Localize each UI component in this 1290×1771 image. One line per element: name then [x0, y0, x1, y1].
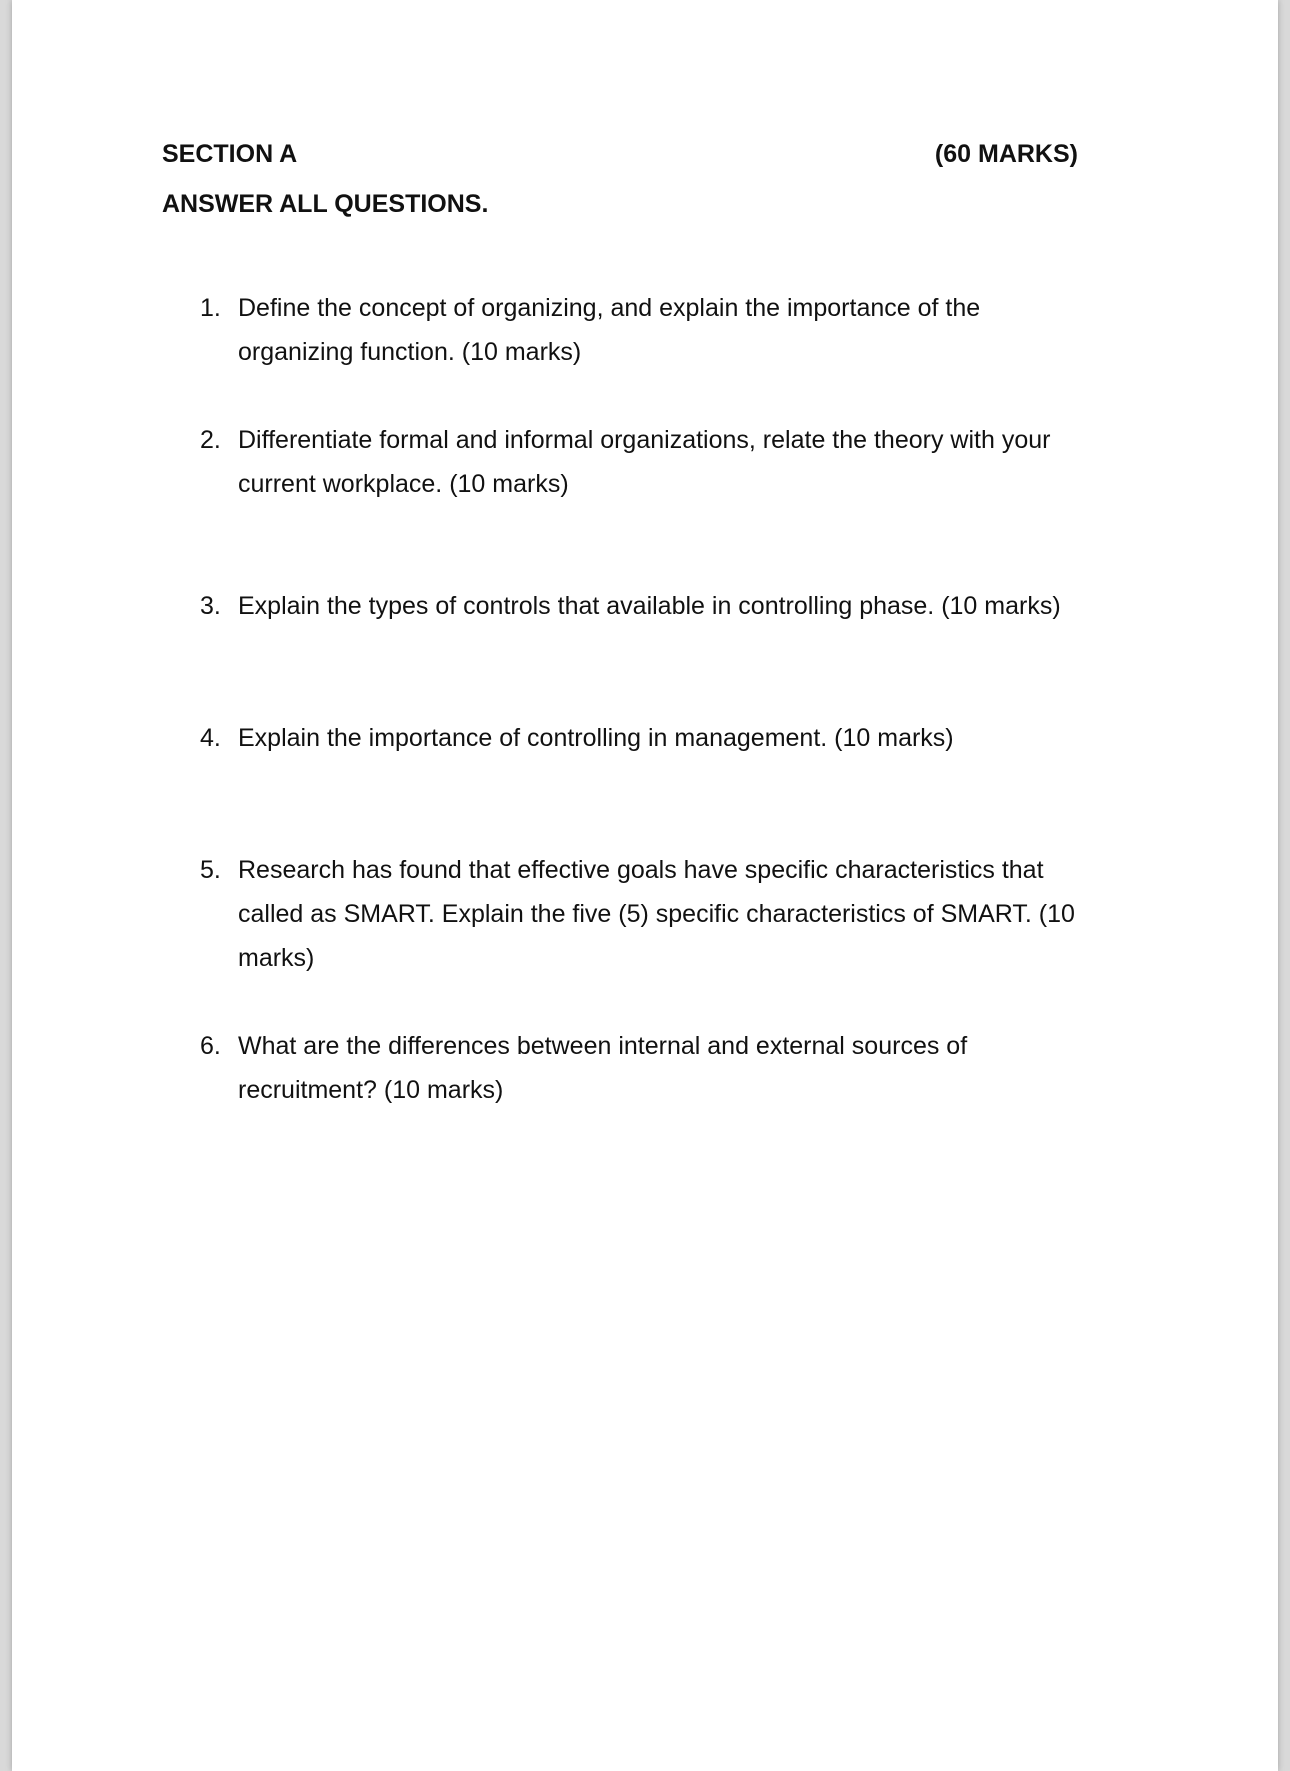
question-list [200, 286, 1160, 1112]
question-number: 3. [200, 592, 221, 620]
question-number: 1. [200, 294, 221, 322]
question-text: Explain the types of controls that available in controlling phase. (10 marks) [238, 592, 1061, 620]
question-number: 2. [200, 426, 221, 454]
question-number: 6. [200, 1032, 221, 1060]
question-number: 5. [200, 856, 221, 884]
question-item [200, 418, 1160, 506]
question-number: 4. [200, 724, 221, 752]
question-item [200, 716, 1160, 760]
document-page [12, 0, 1278, 1771]
question-text: Explain the importance of controlling in management. (10 marks) [238, 724, 954, 752]
section-header [162, 140, 1078, 169]
question-text: What are the differences between internal and external sources of recruitment? (10 marks) [238, 1032, 968, 1104]
section-marks: (60 MARKS) [934, 140, 1078, 168]
question-item [200, 848, 1160, 980]
question-text: Differentiate formal and informal organizations, relate the theory with your current workplace. (10 marks) [238, 426, 1051, 498]
question-item [200, 584, 1160, 628]
question-text: Define the concept of organizing, and explain the importance of the organizing function. (10 marks) [238, 294, 981, 366]
question-item [200, 1024, 1160, 1112]
question-text: Research has found that effective goals have specific characteristics that called as SMART. Explain the five (5) specific characteristics of SMART. (10 marks) [238, 856, 1075, 972]
section-title: SECTION A [162, 140, 298, 168]
instruction-text: ANSWER ALL QUESTIONS. [162, 190, 489, 218]
question-item [200, 286, 1160, 374]
